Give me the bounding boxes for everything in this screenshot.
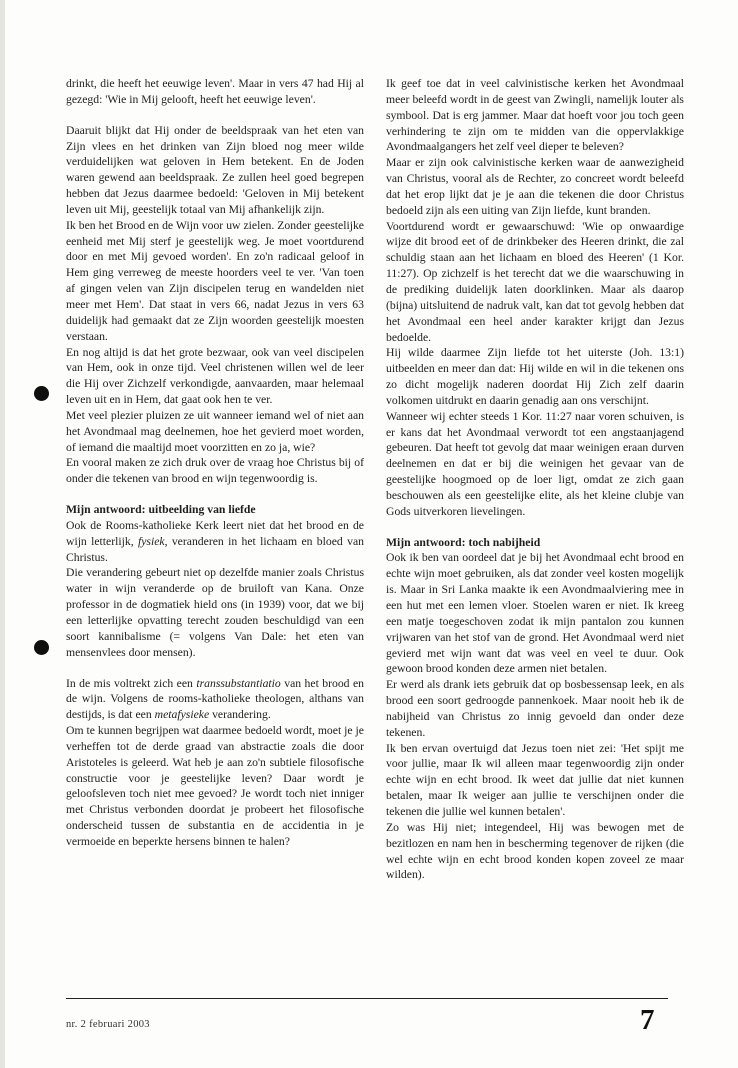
paragraph: In de mis voltrekt zich een transsubstantiatio van het brood en de wijn. Volgens de rooms-katholieke theologen, althans van destijds, is dat een metafysieke verandering.	[66, 676, 364, 722]
paragraph: Ook ik ben van oordeel dat je bij het Avondmaal echt brood en echte wijn moet gebruiken, als dat zonder veel kosten mogelijk is. Maar in Sri Lanka maakte ik een Avondmaalviering mee in een hut met een lemen vloer. Stoelen waren er niet. Ik kreeg een matje toegeschoven zodat ik mijn pantalon zou kunnen vrijwaren van het stof van de grond. Het Avondmaal werd niet gevierd met wijn want dat was veel en veel te duur. Ook gewoon brood konden deze armen niet betalen.	[386, 551, 684, 676]
issue-label: nr. 2 februari 2003	[66, 1019, 150, 1030]
page-number: 7	[640, 1004, 655, 1036]
paragraph: Maar er zijn ook calvinistische kerken waar de aanwezigheid van Christus, vooral als de Rechter, zo concreet wordt beleefd dat het erop lijkt dat je je aan die tekenen die door Christus bedoeld zijn als een uiting van Zijn liefde, kunt branden.	[386, 156, 684, 217]
right-text-column	[386, 76, 684, 883]
paragraph: Er werd als drank iets gebruik dat op bosbessensap leek, en als brood een soort gedroogde pannenkoek. Maar nooit heb ik de nabijheid van Christus zo innig gevoeld dan onder deze tekenen.	[386, 678, 684, 739]
paragraph: En nog altijd is dat het grote bezwaar, ook van veel discipelen van Hem, ook in onze tijd. Veel christenen willen wel de leer die Hij over Zichzelf verkondigde, aanvaarden, maar helemaal leven uit en in Hem, dat gaat ook hen te ver.	[66, 345, 364, 407]
paragraph: Wanneer wij echter steeds 1 Kor. 11:27 naar voren schuiven, is er kans dat het Avondmaal verwordt tot een angstaanjagend gebeuren. Dat heeft tot gevolg dat maar weinigen eraan durven deelnemen en dat er bij die weinigen het gevaar van de geestelijke hoogmoed op de loer ligt, omdat ze zich gaan beschouwen als een geestelijke elite, als het kleine clubje van Gods uitverkoren lievelingen.	[386, 409, 684, 518]
left-text-column	[66, 76, 364, 850]
paragraph: En vooral maken ze zich druk over de vraag hoe Christus bij of onder die tekenen van brood en wijn tegenwoordig is.	[66, 456, 364, 486]
paragraph: Daaruit blijkt dat Hij onder de beeldspraak van het eten van Zijn vlees en het drinken van Zijn bloed nog meer wilde verduidelijken wat geloven in Hem betekent. En de Joden waren gewend aan beeldspraak. Ze zullen heel goed begrepen hebben dat Jezus daarmee bedoeld: 'Geloven in Mij betekent leven uit Mij, geestelijk totaal van Mij afhankelijk zijn.	[66, 123, 364, 216]
punch-hole	[34, 386, 49, 401]
paragraph: Hij wilde daarmee Zijn liefde tot het uiterste (Joh. 13:1) uitbeelden en meer dan dat: Hij wilde en wil in die tekenen ons zo dicht mogelijk naderen doordat Hij Zich zelf daarin volkomen uitdrukt en daarin genadig aan ons verschijnt.	[386, 346, 684, 407]
footer-divider	[66, 998, 668, 999]
paragraph: Ook de Rooms-katholieke Kerk leert niet dat het brood en de wijn letterlijk, fysiek, veranderen in het lichaam en bloed van Christus.	[66, 518, 364, 564]
punch-hole	[34, 640, 49, 655]
section-heading: Mijn antwoord: uitbeelding van liefde	[66, 503, 256, 517]
paragraph: Die verandering gebeurt niet op dezelfde manier zoals Christus water in wijn veranderde op de bruiloft van Kana. Onze professor in de dogmatiek hield ons (in 1939) voor, dat we bij een letterlijke opvatting terecht zouden beschuldigd van een soort kannibalisme (= volgens Van Dale: het eten van mensenvlees door mensen).	[66, 566, 364, 659]
paragraph: Met veel plezier pluizen ze uit wanneer iemand wel of niet aan het Avondmaal mag deelnemen, hoe het gevierd moet worden, of iemand die maaltijd moet voorzitten en zo ja, wie?	[66, 408, 364, 454]
paragraph: Zo was Hij niet; integendeel, Hij was bewogen met de bezitlozen en nam hen in bescherming tegenover de rijken (die wel echte wijn en echt brood konden kopen zoveel ze maar wilden).	[386, 820, 684, 882]
paragraph: Voortdurend wordt er gewaarschuwd: 'Wie op onwaardige wijze dit brood eet of de drinkbeker des Heeren drinkt, die zal schuldig staan aan het lichaam en bloed des Heeren' (1 Kor. 11:27). Op zichzelf is het terecht dat we die waarschuwing in de prediking duidelijk laten doorklinken. Maar als daarop (bijna) uitsluitend de nadruk valt, kan dat tot gevolg hebben dat het Avondmaal een heel ander karakter krijgt dan Jezus bedoelde.	[386, 219, 684, 344]
paragraph: Ik ben ervan overtuigd dat Jezus toen niet zei: 'Het spijt me voor jullie, maar Ik wil alleen maar tegenwoordig zijn onder echte wijn en echt brood. Ik weet dat jullie dat niet kunnen betalen, maar Ik weiger aan jullie te verschijnen onder die tekenen die jullie wel kunnen betalen'.	[386, 741, 684, 818]
paragraph: Ik geef toe dat in veel calvinistische kerken het Avondmaal meer beleefd wordt in de geest van Zwingli, namelijk louter als symbool. Dat is erg jammer. Maar dat hoeft voor jou toch geen verhindering te zijn om te midden van die oppervlakkige Avondmaalgangers het zelf veel dieper te beleven?	[386, 77, 684, 154]
section-heading: Mijn antwoord: toch nabijheid	[386, 535, 541, 549]
page-edge-shadow	[0, 0, 5, 1068]
paragraph: drinkt, die heeft het eeuwige leven'. Maar in vers 47 had Hij al gezegd: 'Wie in Mij gelooft, heeft het eeuwige leven'.	[66, 77, 364, 106]
paragraph: Om te kunnen begrijpen wat daarmee bedoeld wordt, moet je je verheffen tot de derde graad van abstractie zoals die door Aristoteles is geleerd. Wat heb je aan zo'n subtiele filosofische constructie voor je geestelijke leven? Daar wordt je geloofsleven toch niet mee gevoed? Je wordt toch niet inniger met Christus verbonden doordat je probeert het filosofische onderscheid tussen de substantia en de accidentia in je vermoeide en beperkte hersens binnen te halen?	[66, 724, 364, 848]
paragraph: Ik ben het Brood en de Wijn voor uw zielen. Zonder geestelijke eenheid met Mij sterf je geestelijk weg. Je moet voortdurend door en met Mij gevoed worden'. En zo'n radicaal geloof in Hem ging verreweg de meeste hoorders veel te ver. 'Van toen af gingen velen van Zijn discipelen terug en wandelden niet meer met Hem'. Dat staat in vers 66, nadat Jezus in vers 63 duidelijk had gemaakt dat ze Zijn woorden geestelijk moesten verstaan.	[66, 218, 364, 343]
